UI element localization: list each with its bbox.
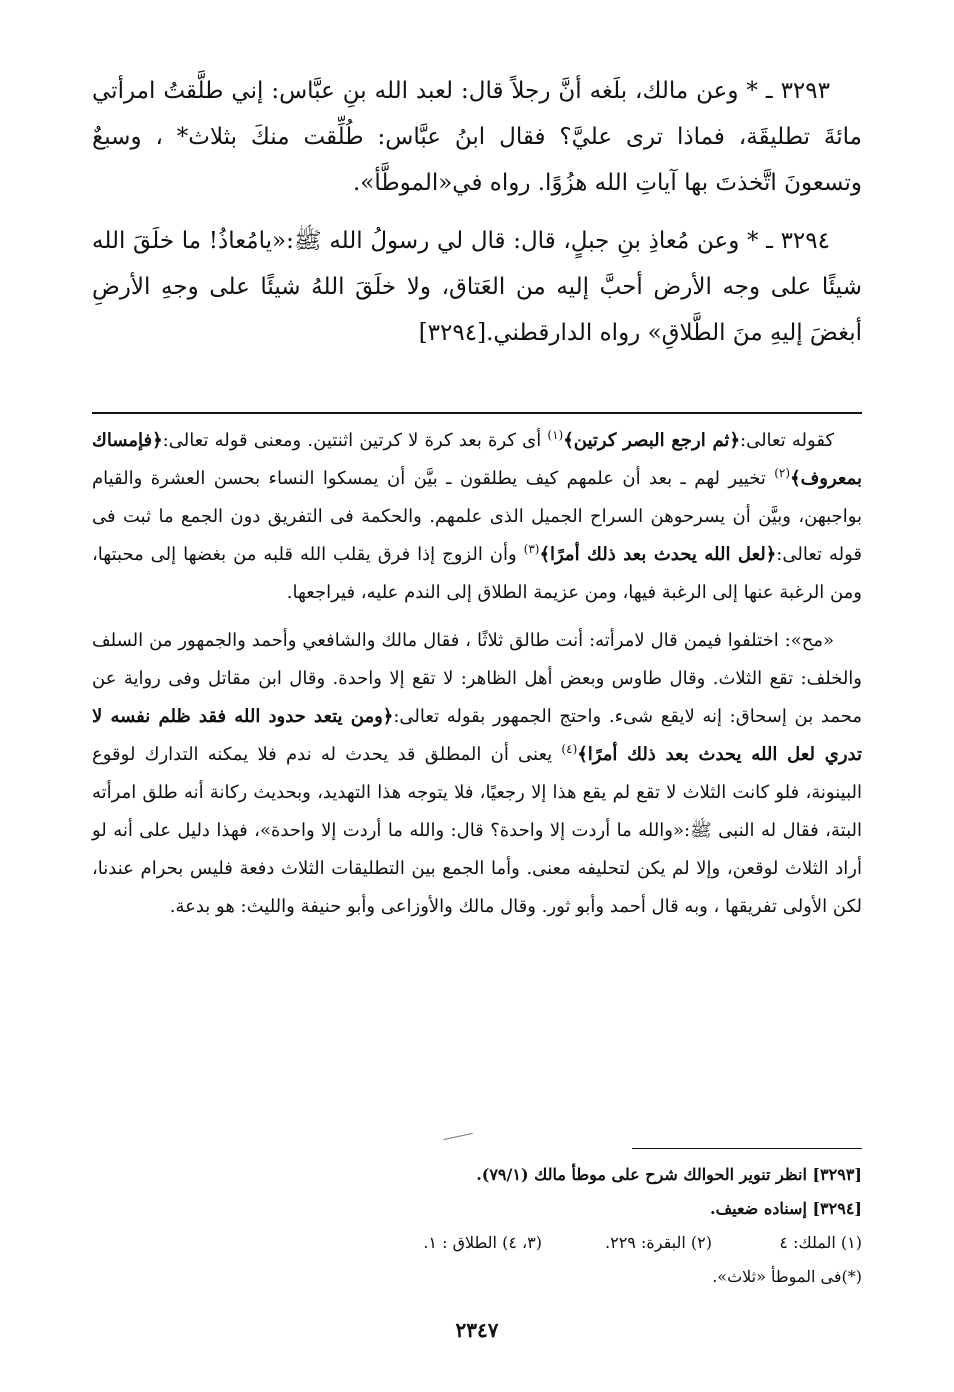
hadith-3294: ٣٢٩٤ ـ * وعن مُعاذِ بنِ جبلٍ، قال: قال لي رسولُ الله ﷺ:«يامُعاذُ! ما خلَقَ الله شيئًا على وجه الأرض أحبَّ إليه من العَتاق، ولا خلَقَ اللهُ شيئًا على وجهِ الأرضِ أبغضَ إليهِ منَ الطَّلاقِ» رواه الدارقطني.[٣٢٩٤]	[92, 228, 862, 346]
commentary-text: وأن الزوج إذا فرق يقلب الله قلبه من بغضها إلى محبتها، ومن الرغبة عنها إلى الرغبة فيها، ومن عزيمة الطلاق إلى الندم عليه، فيراجعها.	[92, 544, 862, 603]
reference-3-4: (٣، ٤) الطلاق : ١.	[423, 1233, 542, 1252]
main-divider	[92, 412, 862, 414]
footnote-ref: (٣)	[523, 542, 540, 556]
commentary-paragraph-2	[92, 622, 862, 926]
hadith-3293: ٣٢٩٣ ـ * وعن مالك، بلَغه أنَّ رجلاً قال: لعبد الله بنِ عبَّاس: إني طلَّقتُ امرأتي مائةَ تطليقَة، فماذا ترى عليَّ؟ فقال ابنُ عبَّاس: طُلِّقت منكَ بثلاث* ، وسبعٌ وتسعونَ اتَّخذتَ بها آياتِ الله هزُوًا. رواه في«الموطَّأ».	[92, 78, 862, 196]
hadith-text	[92, 68, 862, 368]
reference-1: (١) الملك: ٤	[779, 1233, 862, 1252]
commentary-text: تخيير لهم ـ بعد أن علمهم كيف يطلقون ـ بيَّن أن يمسكوا النساء بحسن العشرة والقيام بواجبهن، وبيَّن أن يسرحوهن السراح الجميل الذى علمهم. والحكمة فى التفريق دون الجمع ما ثبت فى قوله تعالى:	[92, 468, 862, 565]
quran-verse: ﴿لعل الله يحدث بعد ذلك أمرًا﴾	[539, 544, 777, 565]
footnote-ref: (١)	[547, 428, 564, 442]
reference-2: (٢) البقرة: ٢٢٩.	[605, 1233, 712, 1252]
stray-mark	[443, 1133, 473, 1140]
page-number: ٢٣٤٧	[455, 1318, 499, 1342]
quran-verse: ﴿ومن يتعد حدود الله فقد ظلم نفسه لا تدري لعل الله يحدث بعد ذلك أمرًا﴾	[92, 706, 862, 765]
footnote-ref: (٢)	[774, 466, 791, 480]
commentary-text: أى كرة بعد كرة لا كرتين اثنتين. ومعنى قوله تعالى:	[162, 430, 548, 451]
commentary-text: يعنى أن المطلق قد يحدث له ندم فلا يمكنه التدارك لوقوع البينونة، فلو كانت الثلاث لا تقع لم يقع هذا إلا رجعيًا، فلا يتوجه هذا التهديد، وبحديث ركانة أنه طلق امرأته البتة، فقال له النبى ﷺ:«والله ما أردت إلا واحدة؟ قال: والله ما أردت إلا واحدة»، فهذا دليل على أنه لو أراد الثلاث لوقعن، وإلا لم يكن لتحليفه معنى. وأما الجمع بين التطليقات الثلاث دفعة فليس بحرام عندنا، لكن الأولى تفريقها ، وبه قال أحمد وأبو ثور. وقال مالك والأوزاعى وأبو حنيفة والليث: هو بدعة.	[92, 744, 862, 917]
footnote-asterisk: (*)فى الموطأ «ثلاث».	[712, 1267, 862, 1286]
footnote-3294: [٣٢٩٤] إسناده ضعيف.	[710, 1199, 862, 1218]
footnotes	[92, 1158, 862, 1294]
quran-verse: ﴿فإمساك بمعروف﴾	[92, 430, 862, 489]
footnote-divider	[632, 1148, 862, 1149]
commentary-text: كقوله تعالى:	[740, 430, 835, 451]
commentary-paragraph-1	[92, 422, 862, 612]
footnote-3293: [٣٢٩٣] انظر تنوير الحوالك شرح على موطأ مالك (٧٩/١).	[476, 1165, 862, 1184]
verse-references	[92, 1226, 862, 1260]
quran-verse: ﴿ثم ارجع البصر كرتين﴾	[563, 430, 740, 451]
commentary-text: «مح»: اختلفوا فيمن قال لامرأته: أنت طالق ثلاثًا ، فقال مالك والشافعي وأحمد والجمهور من السلف والخلف: تقع الثلاث. وقال طاوس وبعض أهل الظاهر: لا تقع إلا واحدة. وقال ابن مقاتل وفى رواية عن محمد بن إسحاق: إنه لايقع شىء. واحتج الجمهور بقوله تعالى:	[92, 630, 862, 727]
commentary-section	[92, 422, 862, 936]
footnote-ref: (٤)	[561, 742, 578, 756]
